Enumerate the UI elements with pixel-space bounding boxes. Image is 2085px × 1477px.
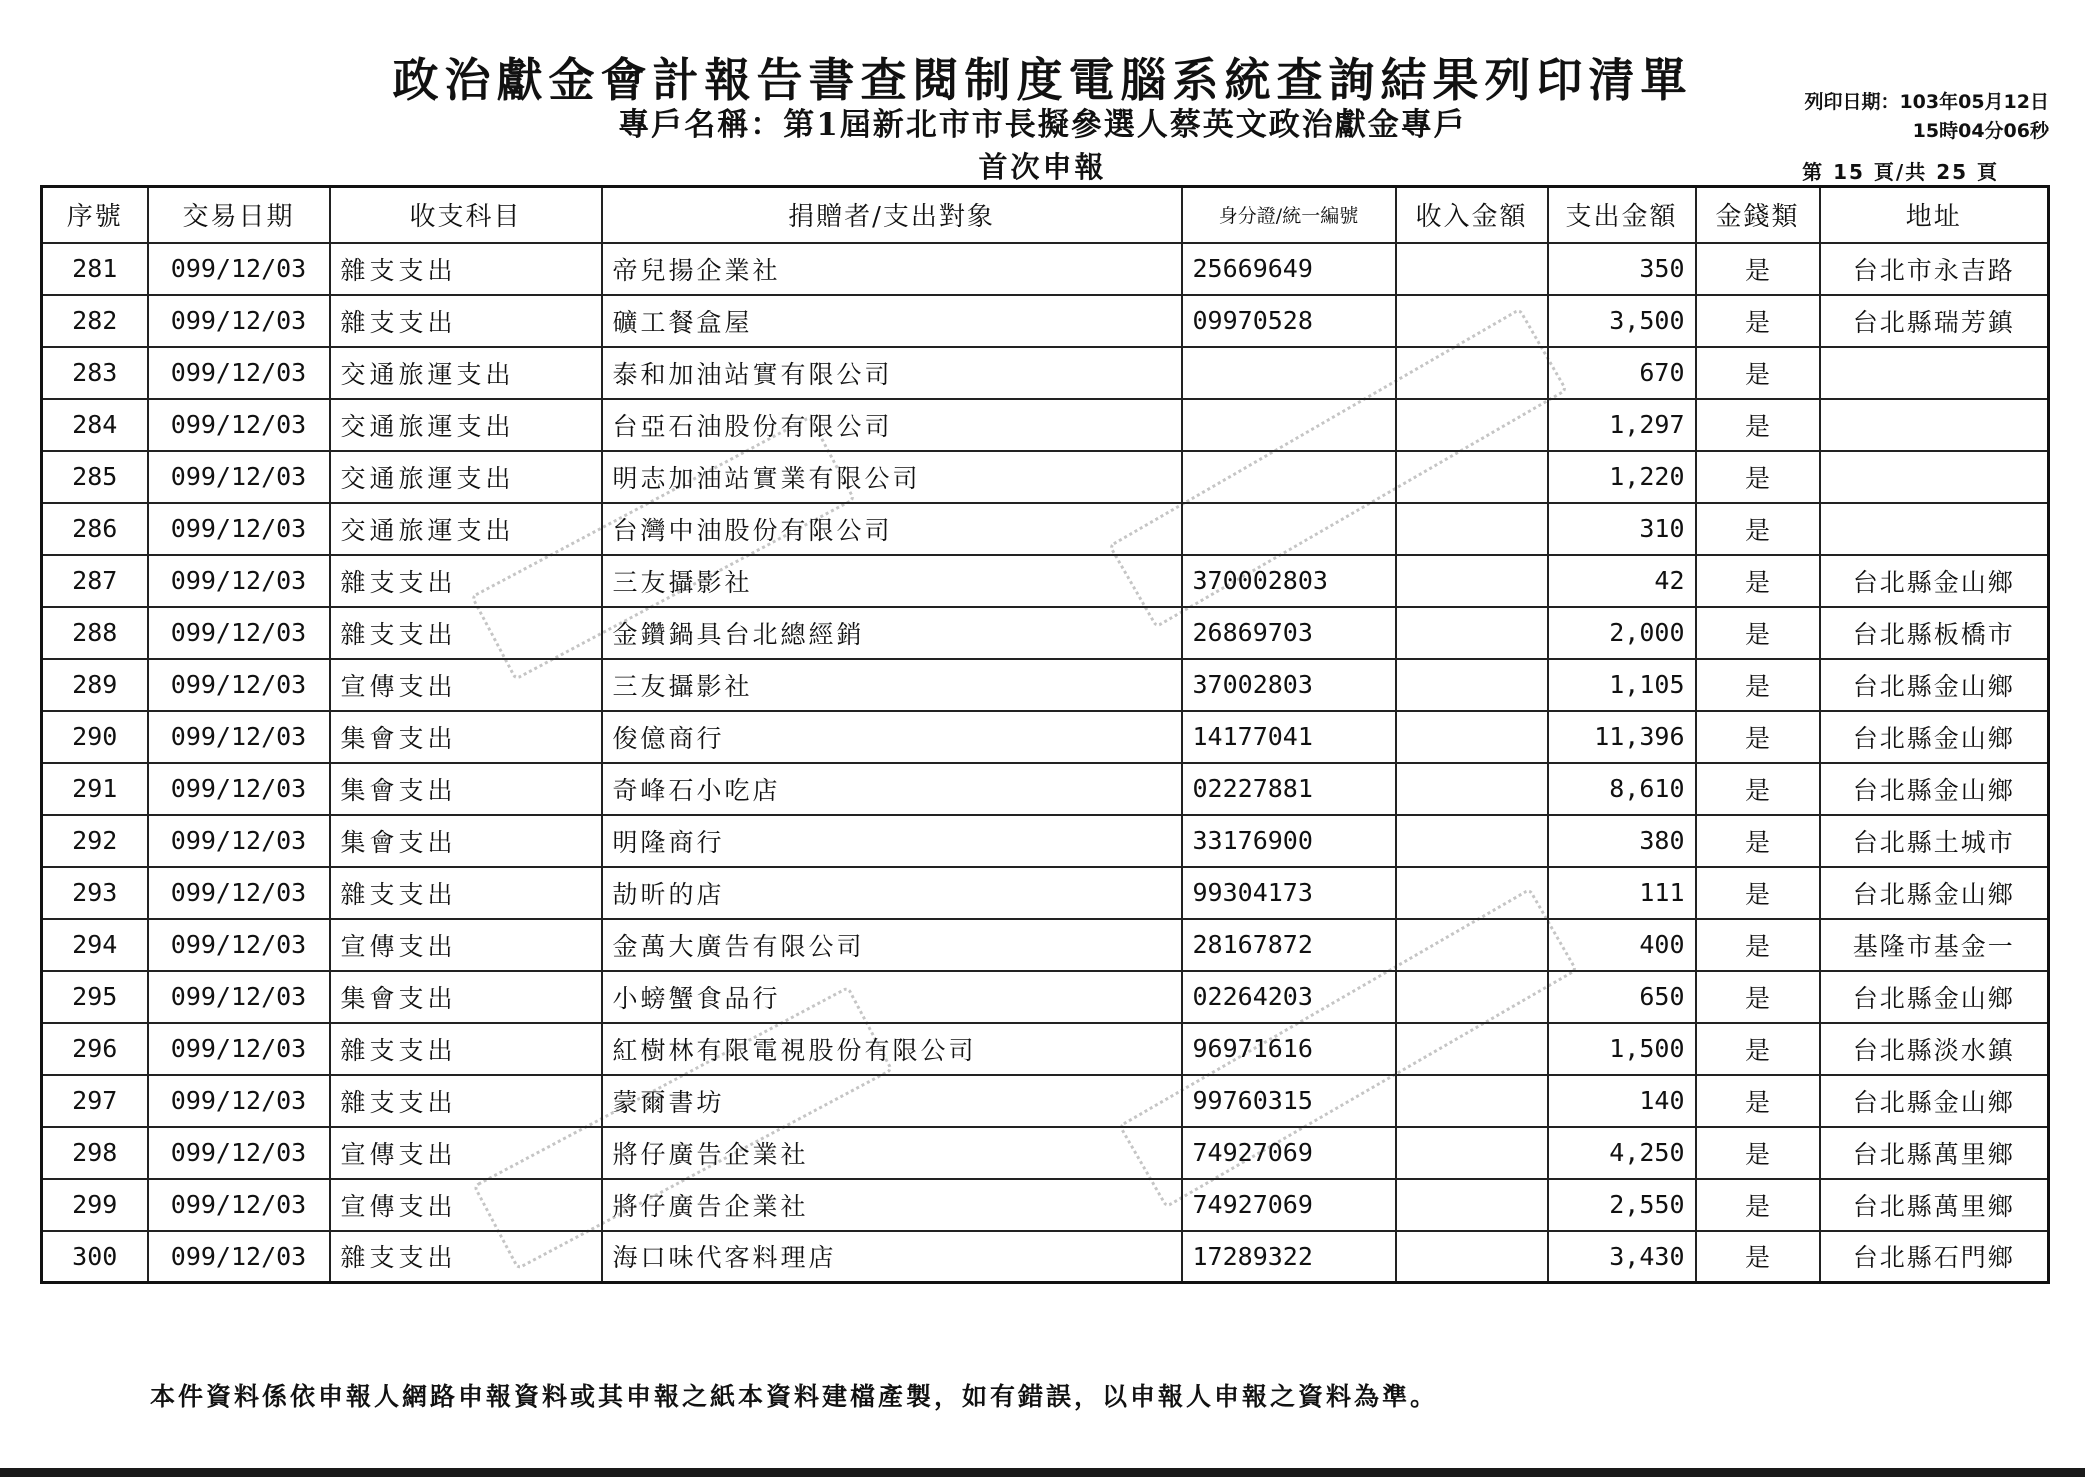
- col-header-no: 序號: [42, 187, 148, 243]
- report-type: 首次申報: [978, 150, 1107, 184]
- cell-date: 099/12/03: [148, 815, 330, 867]
- cell-payee: 泰和加油站實有限公司: [602, 347, 1182, 399]
- table-row: [42, 919, 2049, 971]
- cell-date: 099/12/03: [148, 867, 330, 919]
- cell-no: 282: [42, 295, 148, 347]
- cell-address: 基隆市基金一: [1820, 919, 2049, 971]
- cell-income: [1396, 607, 1548, 659]
- cell-address: 台北縣金山鄉: [1820, 971, 2049, 1023]
- table-row: [42, 659, 2049, 711]
- cell-no: 291: [42, 763, 148, 815]
- col-header-cash: 金錢類: [1696, 187, 1820, 243]
- col-header-tax-id: 身分證/統一編號: [1182, 187, 1396, 243]
- cell-expense: 350: [1548, 243, 1696, 295]
- cell-date: 099/12/03: [148, 1127, 330, 1179]
- cell-tax-id: [1182, 399, 1396, 451]
- cell-tax-id: 09970528: [1182, 295, 1396, 347]
- cell-income: [1396, 399, 1548, 451]
- cell-tax-id: 02264203: [1182, 971, 1396, 1023]
- cell-date: 099/12/03: [148, 451, 330, 503]
- cell-address: 台北縣金山鄉: [1820, 555, 2049, 607]
- cell-tax-id: 99760315: [1182, 1075, 1396, 1127]
- table-row: [42, 555, 2049, 607]
- cell-category: 雜支支出: [330, 555, 602, 607]
- cell-cash: 是: [1696, 295, 1820, 347]
- cell-cash: 是: [1696, 1075, 1820, 1127]
- cell-payee: 台灣中油股份有限公司: [602, 503, 1182, 555]
- cell-tax-id: 25669649: [1182, 243, 1396, 295]
- cell-expense: 650: [1548, 971, 1696, 1023]
- table-row: [42, 399, 2049, 451]
- cell-address: [1820, 503, 2049, 555]
- cell-category: 集會支出: [330, 763, 602, 815]
- cell-tax-id: 26869703: [1182, 607, 1396, 659]
- table-row: [42, 295, 2049, 347]
- cell-category: 雜支支出: [330, 295, 602, 347]
- cell-cash: 是: [1696, 607, 1820, 659]
- cell-address: 台北縣石門鄉: [1820, 1231, 2049, 1283]
- cell-expense: 1,105: [1548, 659, 1696, 711]
- col-header-date: 交易日期: [148, 187, 330, 243]
- cell-category: 雜支支出: [330, 1075, 602, 1127]
- cell-tax-id: 96971616: [1182, 1023, 1396, 1075]
- table-row: [42, 503, 2049, 555]
- cell-date: 099/12/03: [148, 295, 330, 347]
- cell-income: [1396, 1179, 1548, 1231]
- col-header-category: 收支科目: [330, 187, 602, 243]
- cell-address: 台北縣瑞芳鎮: [1820, 295, 2049, 347]
- cell-no: 293: [42, 867, 148, 919]
- cell-address: 台北縣金山鄉: [1820, 763, 2049, 815]
- cell-cash: 是: [1696, 659, 1820, 711]
- cell-no: 297: [42, 1075, 148, 1127]
- cell-cash: 是: [1696, 763, 1820, 815]
- cell-payee: 海口味代客料理店: [602, 1231, 1182, 1283]
- cell-cash: 是: [1696, 711, 1820, 763]
- cell-payee: 奇峰石小吃店: [602, 763, 1182, 815]
- page-info: 第 15 頁/共 25 頁: [1802, 160, 1999, 184]
- cell-payee: 劼昕的店: [602, 867, 1182, 919]
- cell-cash: 是: [1696, 243, 1820, 295]
- col-header-payee: 捐贈者/支出對象: [602, 187, 1182, 243]
- cell-tax-id: 37002803: [1182, 659, 1396, 711]
- cell-no: 284: [42, 399, 148, 451]
- table-row: [42, 711, 2049, 763]
- cell-expense: 310: [1548, 503, 1696, 555]
- table-row: [42, 607, 2049, 659]
- cell-payee: 明志加油站實業有限公司: [602, 451, 1182, 503]
- cell-income: [1396, 971, 1548, 1023]
- cell-income: [1396, 763, 1548, 815]
- cell-category: 雜支支出: [330, 243, 602, 295]
- cell-address: 台北市永吉路: [1820, 243, 2049, 295]
- cell-category: 宣傳支出: [330, 919, 602, 971]
- print-date: [1804, 88, 2049, 146]
- cell-category: 集會支出: [330, 815, 602, 867]
- table-row: [42, 1075, 2049, 1127]
- cell-no: 300: [42, 1231, 148, 1283]
- cell-tax-id: 33176900: [1182, 815, 1396, 867]
- cell-address: 台北縣土城市: [1820, 815, 2049, 867]
- cell-income: [1396, 867, 1548, 919]
- cell-payee: 俊億商行: [602, 711, 1182, 763]
- cell-tax-id: 28167872: [1182, 919, 1396, 971]
- print-date-line2: 15時04分06秒: [1912, 120, 2049, 142]
- cell-category: 雜支支出: [330, 867, 602, 919]
- cell-tax-id: [1182, 503, 1396, 555]
- table-row: [42, 763, 2049, 815]
- cell-expense: 1,500: [1548, 1023, 1696, 1075]
- col-header-address: 地址: [1820, 187, 2049, 243]
- cell-date: 099/12/03: [148, 711, 330, 763]
- cell-expense: 3,430: [1548, 1231, 1696, 1283]
- table-row: [42, 867, 2049, 919]
- cell-payee: 三友攝影社: [602, 555, 1182, 607]
- cell-cash: 是: [1696, 867, 1820, 919]
- cell-address: [1820, 451, 2049, 503]
- table-header-row: [42, 187, 2049, 243]
- cell-cash: 是: [1696, 399, 1820, 451]
- cell-tax-id: 74927069: [1182, 1179, 1396, 1231]
- cell-expense: 1,297: [1548, 399, 1696, 451]
- cell-date: 099/12/03: [148, 1023, 330, 1075]
- cell-date: 099/12/03: [148, 243, 330, 295]
- cell-no: 299: [42, 1179, 148, 1231]
- report-title: 政治獻金會計報告書查閱制度電腦系統查詢結果列印清單: [392, 53, 1693, 107]
- cell-category: 雜支支出: [330, 1023, 602, 1075]
- cell-income: [1396, 451, 1548, 503]
- cell-category: 交通旅運支出: [330, 347, 602, 399]
- cell-category: 交通旅運支出: [330, 399, 602, 451]
- cell-date: 099/12/03: [148, 399, 330, 451]
- cell-income: [1396, 243, 1548, 295]
- cell-expense: 2,550: [1548, 1179, 1696, 1231]
- cell-expense: 670: [1548, 347, 1696, 399]
- cell-expense: 1,220: [1548, 451, 1696, 503]
- table-row: [42, 347, 2049, 399]
- cell-address: 台北縣金山鄉: [1820, 711, 2049, 763]
- col-header-income: 收入金額: [1396, 187, 1548, 243]
- cell-expense: 140: [1548, 1075, 1696, 1127]
- cell-income: [1396, 711, 1548, 763]
- cell-no: 285: [42, 451, 148, 503]
- cell-payee: 將仔廣告企業社: [602, 1127, 1182, 1179]
- cell-payee: 帝兒揚企業社: [602, 243, 1182, 295]
- cell-date: 099/12/03: [148, 1075, 330, 1127]
- cell-income: [1396, 1023, 1548, 1075]
- cell-payee: 紅樹林有限電視股份有限公司: [602, 1023, 1182, 1075]
- cell-payee: 礦工餐盒屋: [602, 295, 1182, 347]
- cell-tax-id: [1182, 347, 1396, 399]
- cell-cash: 是: [1696, 555, 1820, 607]
- cell-date: 099/12/03: [148, 919, 330, 971]
- cell-income: [1396, 555, 1548, 607]
- cell-payee: 明隆商行: [602, 815, 1182, 867]
- table-row: [42, 971, 2049, 1023]
- cell-category: 交通旅運支出: [330, 503, 602, 555]
- cell-no: 294: [42, 919, 148, 971]
- cell-date: 099/12/03: [148, 659, 330, 711]
- cell-payee: 將仔廣告企業社: [602, 1179, 1182, 1231]
- cell-category: 雜支支出: [330, 1231, 602, 1283]
- cell-address: 台北縣萬里鄉: [1820, 1179, 2049, 1231]
- cell-no: 287: [42, 555, 148, 607]
- cell-date: 099/12/03: [148, 1179, 330, 1231]
- table-row: [42, 815, 2049, 867]
- cell-address: 台北縣萬里鄉: [1820, 1127, 2049, 1179]
- cell-address: 台北縣金山鄉: [1820, 659, 2049, 711]
- cell-category: 交通旅運支出: [330, 451, 602, 503]
- ledger-table: [40, 185, 2050, 1284]
- cell-category: 雜支支出: [330, 607, 602, 659]
- footnote: 本件資料係依申報人網路申報資料或其申報之紙本資料建檔產製，如有錯誤，以申報人申報之資料為準。: [150, 1382, 1439, 1411]
- cell-income: [1396, 347, 1548, 399]
- cell-income: [1396, 1075, 1548, 1127]
- cell-expense: 380: [1548, 815, 1696, 867]
- cell-payee: 金萬大廣告有限公司: [602, 919, 1182, 971]
- cell-cash: 是: [1696, 815, 1820, 867]
- account-name: 專戶名稱：第1屆新北市市長擬參選人蔡英文政治獻金專戶: [618, 107, 1467, 143]
- cell-date: 099/12/03: [148, 763, 330, 815]
- cell-address: 台北縣板橋市: [1820, 607, 2049, 659]
- cell-date: 099/12/03: [148, 555, 330, 607]
- cell-income: [1396, 815, 1548, 867]
- cell-tax-id: 02227881: [1182, 763, 1396, 815]
- cell-tax-id: 99304173: [1182, 867, 1396, 919]
- cell-no: 281: [42, 243, 148, 295]
- cell-cash: 是: [1696, 1127, 1820, 1179]
- cell-address: [1820, 399, 2049, 451]
- cell-expense: 111: [1548, 867, 1696, 919]
- cell-expense: 2,000: [1548, 607, 1696, 659]
- cell-no: 286: [42, 503, 148, 555]
- cell-expense: 42: [1548, 555, 1696, 607]
- cell-tax-id: [1182, 451, 1396, 503]
- cell-expense: 3,500: [1548, 295, 1696, 347]
- cell-category: 集會支出: [330, 971, 602, 1023]
- table-row: [42, 1023, 2049, 1075]
- table-row: [42, 1179, 2049, 1231]
- cell-income: [1396, 503, 1548, 555]
- table-row: [42, 1127, 2049, 1179]
- col-header-expense: 支出金額: [1548, 187, 1696, 243]
- cell-payee: 金鑽鍋具台北總經銷: [602, 607, 1182, 659]
- cell-expense: 8,610: [1548, 763, 1696, 815]
- cell-category: 集會支出: [330, 711, 602, 763]
- table-body: [42, 243, 2049, 1283]
- cell-category: 宣傳支出: [330, 659, 602, 711]
- table-row: [42, 243, 2049, 295]
- cell-cash: 是: [1696, 1231, 1820, 1283]
- cell-cash: 是: [1696, 919, 1820, 971]
- cell-address: 台北縣淡水鎮: [1820, 1023, 2049, 1075]
- cell-income: [1396, 919, 1548, 971]
- cell-no: 290: [42, 711, 148, 763]
- cell-payee: 台亞石油股份有限公司: [602, 399, 1182, 451]
- cell-expense: 11,396: [1548, 711, 1696, 763]
- cell-address: [1820, 347, 2049, 399]
- cell-cash: 是: [1696, 503, 1820, 555]
- cell-payee: 三友攝影社: [602, 659, 1182, 711]
- cell-tax-id: 74927069: [1182, 1127, 1396, 1179]
- cell-no: 289: [42, 659, 148, 711]
- cell-address: 台北縣金山鄉: [1820, 1075, 2049, 1127]
- cell-date: 099/12/03: [148, 607, 330, 659]
- bottom-border: [0, 1468, 2085, 1477]
- table-row: [42, 1231, 2049, 1283]
- cell-no: 283: [42, 347, 148, 399]
- cell-income: [1396, 1127, 1548, 1179]
- cell-cash: 是: [1696, 347, 1820, 399]
- cell-tax-id: 37000280З: [1182, 555, 1396, 607]
- cell-no: 295: [42, 971, 148, 1023]
- cell-date: 099/12/03: [148, 347, 330, 399]
- cell-income: [1396, 1231, 1548, 1283]
- cell-address: 台北縣金山鄉: [1820, 867, 2049, 919]
- cell-expense: 4,250: [1548, 1127, 1696, 1179]
- table-row: [42, 451, 2049, 503]
- cell-date: 099/12/03: [148, 971, 330, 1023]
- cell-income: [1396, 659, 1548, 711]
- cell-date: 099/12/03: [148, 503, 330, 555]
- cell-expense: 400: [1548, 919, 1696, 971]
- cell-tax-id: 17289322: [1182, 1231, 1396, 1283]
- cell-date: 099/12/03: [148, 1231, 330, 1283]
- print-date-line1: 列印日期：103年05月12日: [1804, 91, 2049, 113]
- cell-no: 296: [42, 1023, 148, 1075]
- cell-cash: 是: [1696, 451, 1820, 503]
- cell-category: 宣傳支出: [330, 1127, 602, 1179]
- cell-no: 298: [42, 1127, 148, 1179]
- cell-no: 288: [42, 607, 148, 659]
- cell-payee: 小螃蟹食品行: [602, 971, 1182, 1023]
- cell-category: 宣傳支出: [330, 1179, 602, 1231]
- cell-cash: 是: [1696, 1023, 1820, 1075]
- cell-cash: 是: [1696, 1179, 1820, 1231]
- cell-no: 292: [42, 815, 148, 867]
- cell-income: [1396, 295, 1548, 347]
- cell-tax-id: 14177041: [1182, 711, 1396, 763]
- cell-cash: 是: [1696, 971, 1820, 1023]
- cell-payee: 蒙爾書坊: [602, 1075, 1182, 1127]
